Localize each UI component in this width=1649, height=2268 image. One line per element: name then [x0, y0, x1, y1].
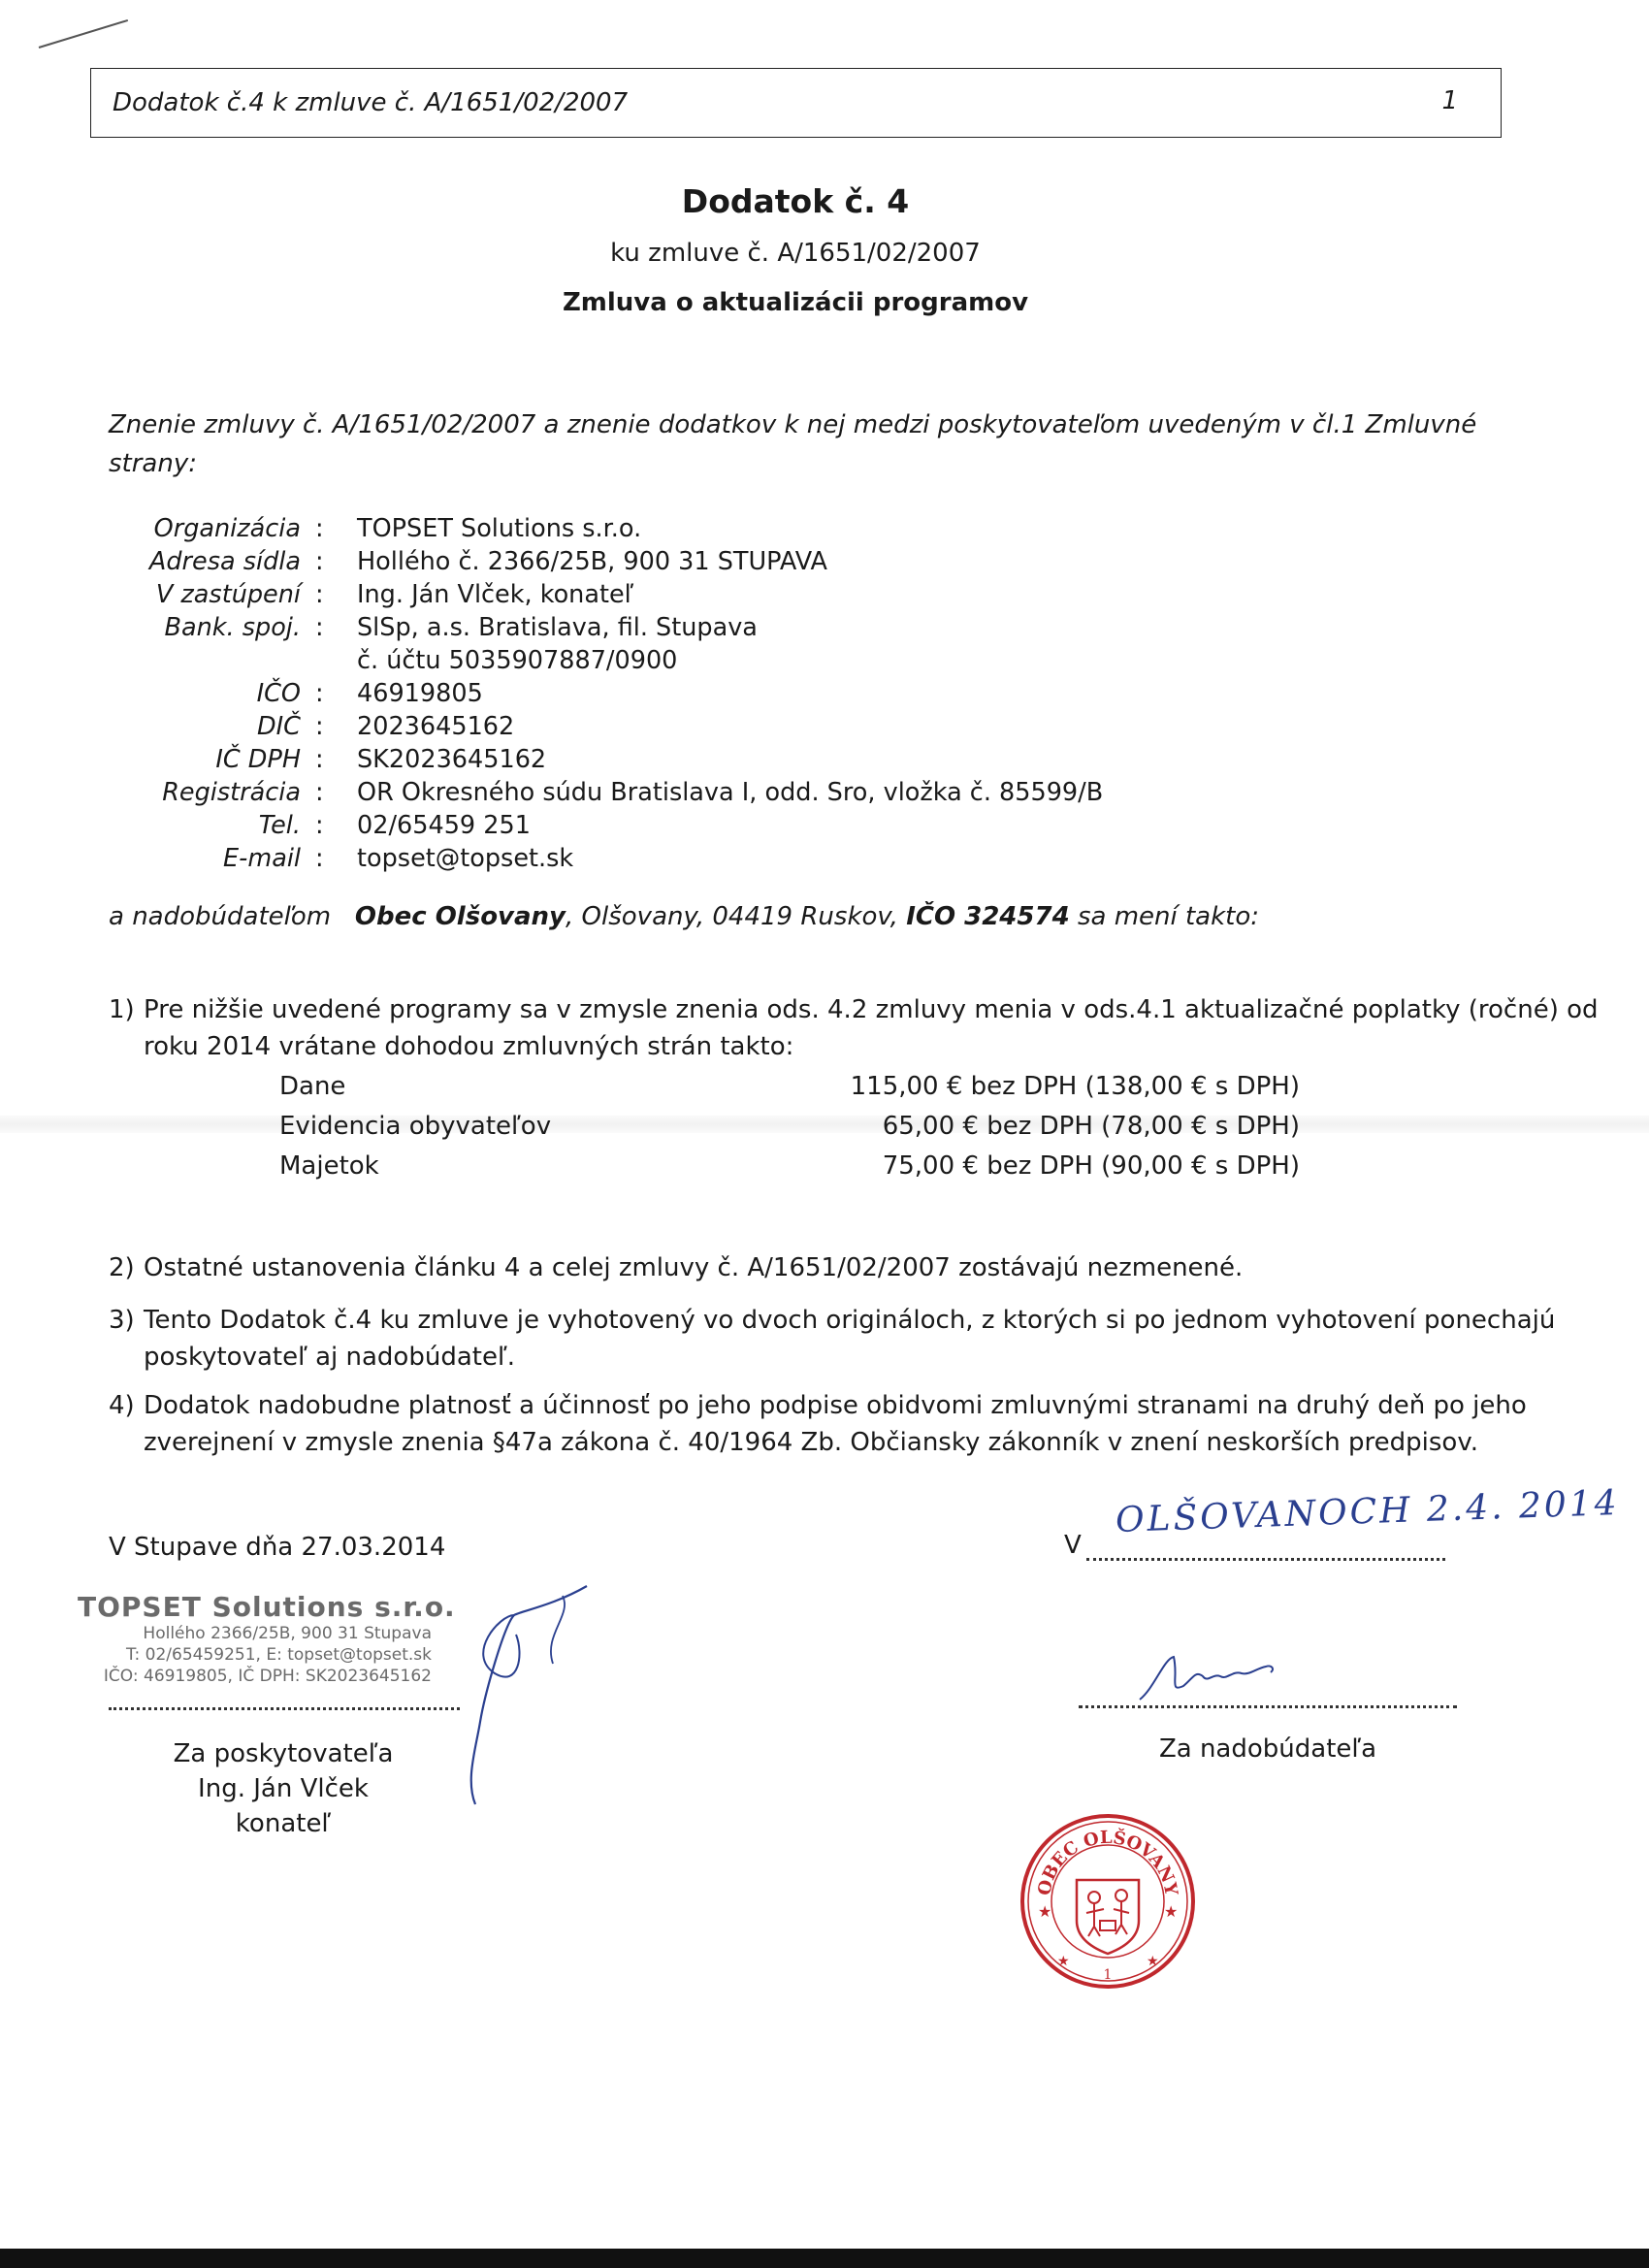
provider-label: Tel. — [258, 811, 301, 840]
provider-label: V zastúpení — [155, 580, 301, 609]
company-stamp — [78, 1591, 456, 1687]
seal-star: ★ — [1164, 1902, 1179, 1921]
colon: : — [315, 580, 324, 609]
clause-text: Dodatok nadobudne platnosť a účinnosť po jeho podpise obidvomi zmluvnými stranami na druhý deň po jeho zverejnení v zmysle znenia §47a zákona č. 40/1964 Zb. Občiansky zákonník v znení neskorších predpisov. — [144, 1391, 1527, 1457]
program-name: Majetok — [279, 1151, 379, 1181]
colon: : — [315, 712, 324, 741]
provider-value: 46919805 — [357, 679, 483, 708]
price-row — [279, 1151, 1300, 1190]
contract-name: Zmluva o aktualizácii programov — [562, 288, 1029, 317]
provider-value: topset@topset.sk — [357, 844, 574, 873]
price-row — [279, 1112, 1300, 1150]
provider-value: TOPSET Solutions s.r.o. — [357, 514, 642, 543]
clause-number: 4) — [109, 1391, 135, 1420]
svg-text:OBEC OLŠOVANY — [1034, 1826, 1181, 1898]
price-row — [279, 1072, 1300, 1111]
acquirer-role: Za nadobúdateľa — [1158, 1734, 1377, 1764]
second-party-suffix: sa mení takto: — [1069, 902, 1260, 931]
clause-number: 2) — [109, 1253, 135, 1282]
scan-mark — [39, 19, 128, 49]
signing-place-date-left: V Stupave dňa 27.03.2014 — [109, 1533, 446, 1562]
clause-text: Pre nižšie uvedené programy sa v zmysle znenia ods. 4.2 zmluvy menia v ods.4.1 aktualizačné poplatky (ročné) od roku 2014 vrátane dohodou zmluvných strán takto: — [144, 995, 1599, 1061]
seal-star: ★ — [1147, 1954, 1159, 1969]
header-doc-ref: Dodatok č.4 k zmluve č. A/1651/02/2007 — [113, 88, 629, 117]
seal-number: 1 — [1103, 1967, 1113, 1983]
provider-label: Registrácia — [162, 778, 301, 807]
colon: : — [315, 811, 324, 840]
colon: : — [315, 778, 324, 807]
program-price: 75,00 € bez DPH (90,00 € s DPH) — [882, 1151, 1300, 1181]
stamp-title: TOPSET Solutions s.r.o. — [78, 1591, 456, 1623]
acquirer-signature — [1135, 1649, 1290, 1707]
colon: : — [315, 844, 324, 873]
provider-role: Za poskytovateľa — [173, 1739, 394, 1768]
seal-text: OBEC OLŠOVANY — [1034, 1827, 1181, 1897]
clause-number: 1) — [109, 995, 135, 1024]
second-party-name: Obec Olšovany — [354, 902, 566, 931]
stamp-line: IČO: 46919805, IČ DPH: SK2023645162 — [103, 1667, 432, 1686]
seal-star: ★ — [1038, 1902, 1052, 1921]
provider-value: SlSp, a.s. Bratislava, fil. Stupava — [357, 613, 758, 642]
page-number: 1 — [1441, 86, 1458, 115]
provider-label: Bank. spoj. — [164, 613, 301, 642]
provider-signatory-name: Ing. Ján Vlček — [198, 1774, 369, 1803]
municipality-seal — [1018, 1812, 1198, 1992]
provider-value: Ing. Ján Vlček, konateľ — [357, 580, 634, 609]
signing-place-prefix-right: V — [1064, 1531, 1082, 1560]
provider-label: IČO — [256, 679, 301, 708]
provider-signature-block — [109, 1736, 458, 1841]
provider-signatory-title: konateľ — [235, 1809, 332, 1838]
document-title: Dodatok č. 4 — [681, 182, 910, 220]
second-party-prefix: a nadobúdateľom — [109, 902, 332, 931]
program-price: 115,00 € bez DPH (138,00 € s DPH) — [850, 1072, 1300, 1101]
clause-number: 3) — [109, 1306, 135, 1335]
provider-label: IČ DPH — [215, 745, 301, 774]
handwritten-place-date: OLŠOVANOCH 2.4. 2014 — [1115, 1482, 1621, 1541]
clause-text: Tento Dodatok č.4 ku zmluve je vyhotovený vo dvoch origináloch, z ktorých si po jednom vyhotovení ponechajú poskytovateľ aj nadobúdateľ. — [144, 1306, 1556, 1372]
program-price: 65,00 € bez DPH (78,00 € s DPH) — [882, 1112, 1300, 1141]
colon: : — [315, 745, 324, 774]
provider-value: OR Okresného súdu Bratislava I, odd. Sro, vložka č. 85599/B — [357, 778, 1104, 807]
stamp-line: Hollého 2366/25B, 900 31 Stupava — [143, 1624, 432, 1643]
colon: : — [315, 514, 324, 543]
seal-star: ★ — [1057, 1954, 1070, 1969]
second-party-ico: IČO 324574 — [906, 902, 1070, 931]
program-name: Evidencia obyvateľov — [279, 1112, 552, 1141]
second-party-line — [109, 902, 1259, 931]
second-party-address: , Olšovany, 04419 Ruskov, — [566, 902, 907, 931]
provider-value: Hollého č. 2366/25B, 900 31 STUPAVA — [357, 547, 827, 576]
provider-value: SK2023645162 — [357, 745, 547, 774]
page-header — [90, 68, 1502, 138]
provider-label: DIČ — [257, 712, 301, 741]
program-name: Dane — [279, 1072, 346, 1101]
colon: : — [315, 547, 324, 576]
provider-label: Organizácia — [153, 514, 301, 543]
scan-edge — [0, 2249, 1649, 2268]
provider-value: 2023645162 — [357, 712, 515, 741]
document-subtitle: ku zmluve č. A/1651/02/2007 — [610, 239, 981, 268]
colon: : — [315, 613, 324, 642]
stamp-line: T: 02/65459251, E: topset@topset.sk — [126, 1645, 432, 1665]
colon: : — [315, 679, 324, 708]
provider-label: E-mail — [223, 844, 301, 873]
provider-label: Adresa sídla — [148, 547, 301, 576]
intro-paragraph: Znenie zmluvy č. A/1651/02/2007 a znenie dodatkov k nej medzi poskytovateľom uvedeným v čl.1 Zmluvné strany: — [109, 410, 1477, 478]
clause-text: Ostatné ustanovenia článku 4 a celej zmluvy č. A/1651/02/2007 zostávajú nezmenené. — [144, 1253, 1244, 1282]
provider-value: 02/65459 251 — [357, 811, 531, 840]
provider-value: č. účtu 5035907887/0900 — [357, 646, 678, 675]
